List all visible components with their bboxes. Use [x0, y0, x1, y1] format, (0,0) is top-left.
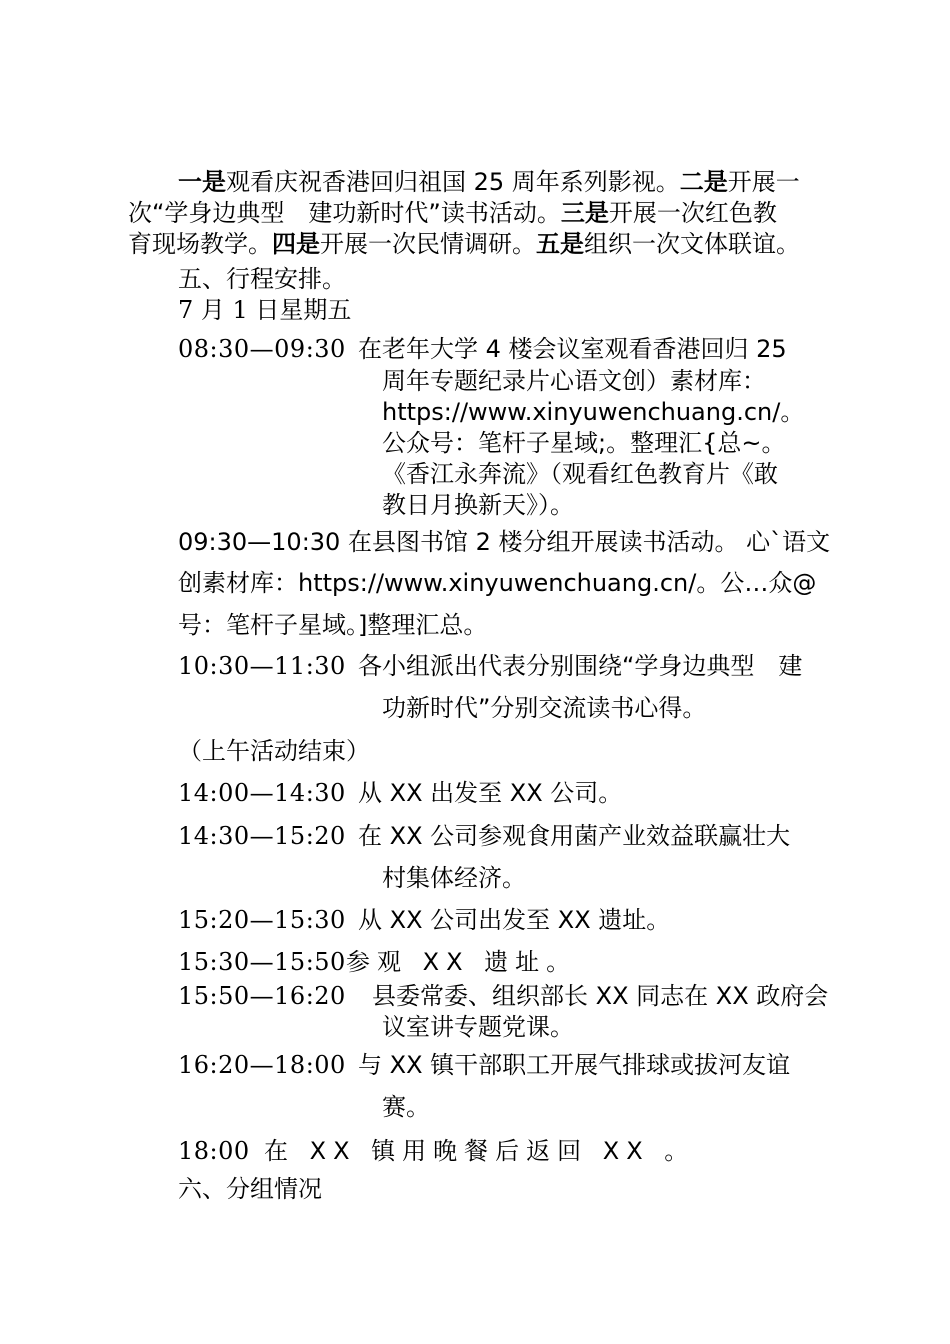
schedule-text: 教日月换新天》）。 [382, 491, 574, 519]
schedule-text: 创素材库：https://www.xinyuwenchuang.cn/。公…众@ [178, 569, 817, 597]
intro-line-1: 一是观看庆祝香港回归祖国 25 周年系列影视。二是开展一 [178, 168, 800, 196]
schedule-time: 15:20—15:30 [178, 906, 346, 934]
schedule-text: 从 XX 公司出发至 XX 遗址。 [358, 906, 671, 934]
schedule-time: 15:50—16:20 [178, 982, 346, 1010]
schedule-text: 各小组派出代表分别围绕“学身边典型 建 [358, 652, 803, 680]
bold-marker: 四是 [272, 230, 320, 258]
schedule-text: 县委常委、组织部长 XX 同志在 XX 政府会 [372, 982, 829, 1010]
schedule-text: 号：笔杆子星域。]整理汇总。 [178, 611, 488, 639]
schedule-text: 09:30—10:30 在县图书馆 2 楼分组开展读书活动。 心`语文 [178, 528, 831, 556]
bold-marker: 二是 [679, 168, 728, 196]
schedule-text: 在 XX 公司参观食用菌产业效益联赢壮大 [358, 822, 791, 850]
intro-line-2: 次“学身边典型 建功新时代”读书活动。三是开展一次红色教 [128, 199, 777, 227]
schedule-text: 赛。 [382, 1093, 430, 1121]
schedule-text: https://www.xinyuwenchuang.cn/。 [382, 398, 805, 426]
schedule-time: 14:00—14:30 [178, 779, 346, 807]
schedule-text: 《香江永奔流》（观看红色教育片《敢 [382, 460, 778, 488]
schedule-time: 18:00 [178, 1137, 250, 1165]
bold-marker: 三是 [560, 199, 609, 227]
schedule-time: 08:30—09:30 [178, 335, 346, 363]
schedule-text: 功新时代”分别交流读书心得。 [382, 694, 707, 722]
schedule-text: 在 XX 镇用晚餐后返回 XX 。 [264, 1137, 696, 1165]
schedule-text: 与 XX 镇干部职工开展气排球或拔河友谊 [358, 1051, 791, 1079]
schedule-time: 15:30—15:50 [178, 948, 346, 976]
schedule-text: 议室讲专题党课。 [382, 1013, 574, 1041]
schedule-text: 周年专题纪录片心语文创）素材库： [382, 367, 766, 395]
schedule-time: 14:30—15:20 [178, 822, 346, 850]
section-heading-5: 五、行程安排。 [178, 265, 346, 293]
section-heading-6: 六、分组情况 [178, 1175, 322, 1203]
schedule-time: 10:30—11:30 [178, 652, 346, 680]
schedule-text: 参观 XX 遗址。 [346, 948, 578, 976]
schedule-text: 村集体经济。 [382, 864, 526, 892]
schedule-text: 从 XX 出发至 XX 公司。 [358, 779, 623, 807]
schedule-date: 7 月 1 日星期五 [178, 296, 352, 324]
intro-line-3: 育现场教学。四是开展一次民情调研。五是组织一次文体联谊。 [128, 230, 800, 258]
schedule-text: 公众号：笔杆子星域;。整理汇{总~。 [382, 429, 786, 457]
schedule-text: 在老年大学 4 楼会议室观看香港回归 25 [358, 335, 787, 363]
schedule-note: （上午活动结束） [178, 737, 370, 765]
schedule-time: 16:20—18:00 [178, 1051, 346, 1079]
bold-marker: 五是 [536, 230, 584, 258]
bold-marker: 一是 [178, 168, 226, 196]
